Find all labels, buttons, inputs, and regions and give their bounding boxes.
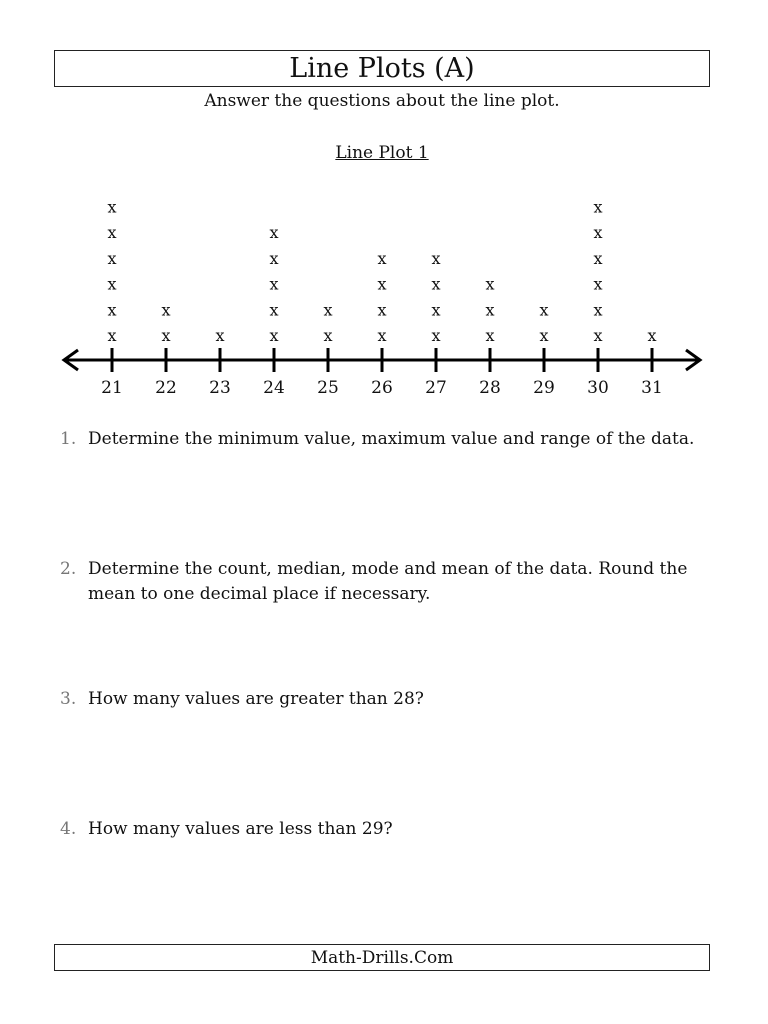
- data-mark: x: [377, 274, 387, 294]
- data-mark: x: [107, 223, 117, 243]
- question-number: 2.: [60, 559, 77, 579]
- tick-label: 30: [587, 378, 609, 398]
- data-mark: x: [377, 326, 387, 345]
- tick-label: 26: [371, 378, 393, 398]
- data-mark: x: [485, 326, 495, 345]
- tick-label: 23: [209, 378, 231, 398]
- data-mark: x: [107, 300, 117, 320]
- question-4: [60, 817, 700, 842]
- worksheet-title-box: [54, 50, 710, 87]
- question-number: 1.: [60, 429, 77, 449]
- data-mark: x: [377, 248, 387, 268]
- question-text: How many values are greater than 28?: [88, 689, 424, 709]
- tick-label: 24: [263, 378, 285, 398]
- tick-label: 25: [317, 378, 339, 398]
- plot-title: Line Plot 1: [335, 143, 429, 163]
- data-mark: x: [269, 248, 279, 268]
- data-mark: x: [269, 300, 279, 320]
- footer-text: Math-Drills.Com: [310, 947, 454, 968]
- tick-label: 29: [533, 378, 555, 398]
- data-mark: x: [269, 326, 279, 345]
- question-text: Determine the minimum value, maximum value and range of the data.: [88, 429, 695, 449]
- question-number: 4.: [60, 819, 77, 839]
- data-mark: x: [215, 326, 225, 345]
- data-mark: x: [593, 248, 603, 268]
- data-mark: x: [323, 326, 333, 345]
- data-mark: x: [593, 300, 603, 320]
- data-mark: x: [269, 223, 279, 243]
- data-mark: x: [431, 248, 441, 268]
- tick-label: 22: [155, 378, 177, 398]
- data-mark: x: [593, 326, 603, 345]
- data-mark: x: [431, 300, 441, 320]
- data-mark: x: [107, 326, 117, 345]
- tick-label: 27: [425, 378, 447, 398]
- tick-label: 31: [641, 378, 663, 398]
- data-mark: x: [647, 326, 657, 345]
- data-mark: x: [107, 197, 117, 217]
- data-mark: x: [107, 274, 117, 294]
- data-mark: x: [161, 326, 171, 345]
- data-mark: x: [593, 274, 603, 294]
- data-mark: x: [161, 300, 171, 320]
- instructions: Answer the questions about the line plot.: [204, 91, 560, 111]
- data-mark: x: [539, 300, 549, 320]
- data-mark: x: [323, 300, 333, 320]
- worksheet-title: Line Plots (A): [289, 53, 475, 84]
- data-mark: x: [539, 326, 549, 345]
- line-plot: [0, 190, 768, 405]
- tick-label: 21: [101, 378, 123, 398]
- footer-box: [54, 944, 710, 971]
- data-mark: x: [431, 326, 441, 345]
- question-number: 3.: [60, 689, 77, 709]
- data-mark: x: [485, 274, 495, 294]
- data-mark: x: [485, 300, 495, 320]
- data-mark: x: [593, 197, 603, 217]
- question-2: [60, 557, 700, 607]
- question-text: Determine the count, median, mode and mean of the data. Round the mean to one decimal place if necessary.: [88, 559, 688, 604]
- data-mark: x: [431, 274, 441, 294]
- data-mark: x: [107, 248, 117, 268]
- question-1: [60, 427, 700, 452]
- question-3: [60, 687, 700, 712]
- question-text: How many values are less than 29?: [88, 819, 393, 839]
- data-mark: x: [377, 300, 387, 320]
- data-mark: x: [269, 274, 279, 294]
- tick-label: 28: [479, 378, 501, 398]
- data-mark: x: [593, 223, 603, 243]
